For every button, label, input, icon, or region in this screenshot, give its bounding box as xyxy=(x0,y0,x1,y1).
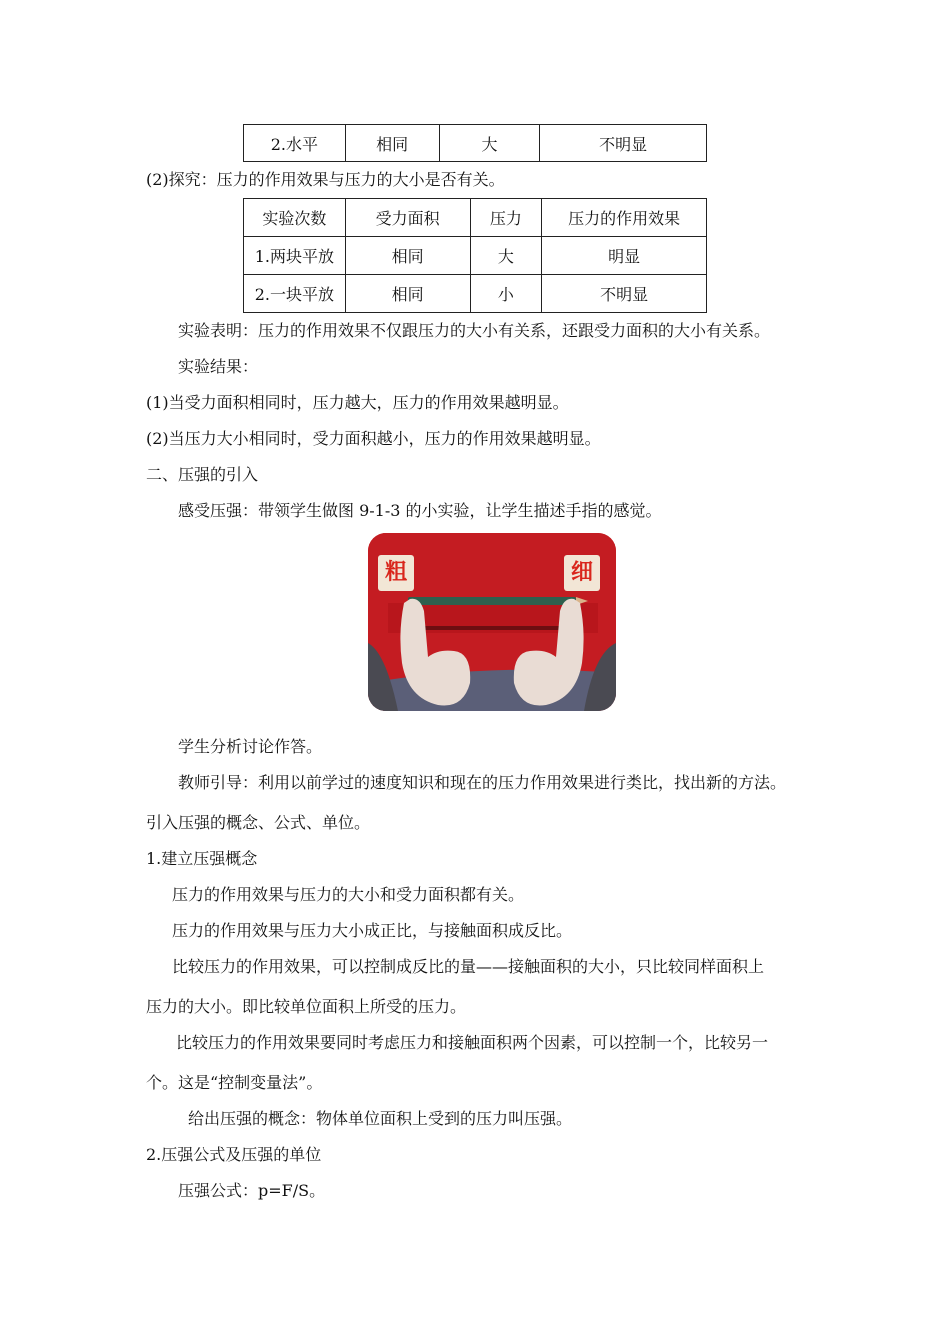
paragraph-conclusion: 实验表明：压力的作用效果不仅跟压力的大小有关系，还跟受力面积的大小有关系。 xyxy=(178,321,771,340)
table-cell: 相同 xyxy=(345,125,439,162)
table-cell: 1.两块平放 xyxy=(244,237,346,275)
table-cell: 不明显 xyxy=(542,275,707,313)
label-thick: 粗 xyxy=(378,555,414,591)
heading-concept: 1.建立压强概念 xyxy=(146,849,258,868)
paragraph-feel-pressure: 感受压强：带领学生做图 9-1-3 的小实验，让学生描述手指的感觉。 xyxy=(178,501,662,520)
paragraph-concept-4a: 比较压力的作用效果要同时考虑压力和接触面积两个因素，可以控制一个，比较另一 xyxy=(176,1033,769,1052)
table-header-row xyxy=(244,199,707,237)
table-header-cell: 压力的作用效果 xyxy=(542,199,707,237)
paragraph-result-2: (2)当压力大小相同时，受力面积越小，压力的作用效果越明显。 xyxy=(146,429,601,448)
experiment-table xyxy=(243,198,707,313)
table-header-cell: 受力面积 xyxy=(345,199,470,237)
table-row xyxy=(244,125,707,162)
paragraph-formula: 压强公式：p=F/S。 xyxy=(178,1181,326,1200)
paragraph-introduce: 引入压强的概念、公式、单位。 xyxy=(146,813,371,832)
table-cell: 明显 xyxy=(542,237,707,275)
table-cell: 不明显 xyxy=(540,125,707,162)
table-cell: 相同 xyxy=(345,275,470,313)
table-continued xyxy=(243,124,707,162)
paragraph-concept-3b: 压力的大小。即比较单位面积上所受的压力。 xyxy=(146,997,467,1016)
table-cell: 大 xyxy=(439,125,540,162)
table-cell: 相同 xyxy=(345,237,470,275)
table-cell: 小 xyxy=(470,275,542,313)
heading-formula: 2.压强公式及压强的单位 xyxy=(146,1145,322,1164)
paragraph-concept-1: 压力的作用效果与压力的大小和受力面积都有关。 xyxy=(172,885,525,904)
paragraph-concept-5: 给出压强的概念：物体单位面积上受到的压力叫压强。 xyxy=(188,1109,573,1128)
paragraph-result-title: 实验结果： xyxy=(178,357,259,376)
paragraph-explore: (2)探究：压力的作用效果与压力的大小是否有关。 xyxy=(146,170,505,189)
paragraph-result-1: (1)当受力面积相同时，压力越大，压力的作用效果越明显。 xyxy=(146,393,569,412)
table-row xyxy=(244,237,707,275)
table-cell: 大 xyxy=(470,237,542,275)
table-header-cell: 压力 xyxy=(470,199,542,237)
paragraph-concept-4b: 个。这是“控制变量法”。 xyxy=(146,1073,323,1092)
pencil-fingers-photo xyxy=(368,533,616,711)
label-thin: 细 xyxy=(564,555,600,591)
paragraph-concept-3a: 比较压力的作用效果，可以控制成反比的量——接触面积的大小，只比较同样面积上 xyxy=(172,957,765,976)
table-header-cell: 实验次数 xyxy=(244,199,346,237)
table-cell: 2.水平 xyxy=(244,125,346,162)
table-row xyxy=(244,275,707,313)
table-cell: 2.一块平放 xyxy=(244,275,346,313)
paragraph-concept-2: 压力的作用效果与压力大小成正比，与接触面积成反比。 xyxy=(172,921,573,940)
paragraph-students: 学生分析讨论作答。 xyxy=(178,737,323,756)
section-heading-pressure: 二、压强的引入 xyxy=(146,465,259,484)
paragraph-teacher-guide: 教师引导：利用以前学过的速度知识和现在的压力作用效果进行类比，找出新的方法。 xyxy=(178,773,787,792)
